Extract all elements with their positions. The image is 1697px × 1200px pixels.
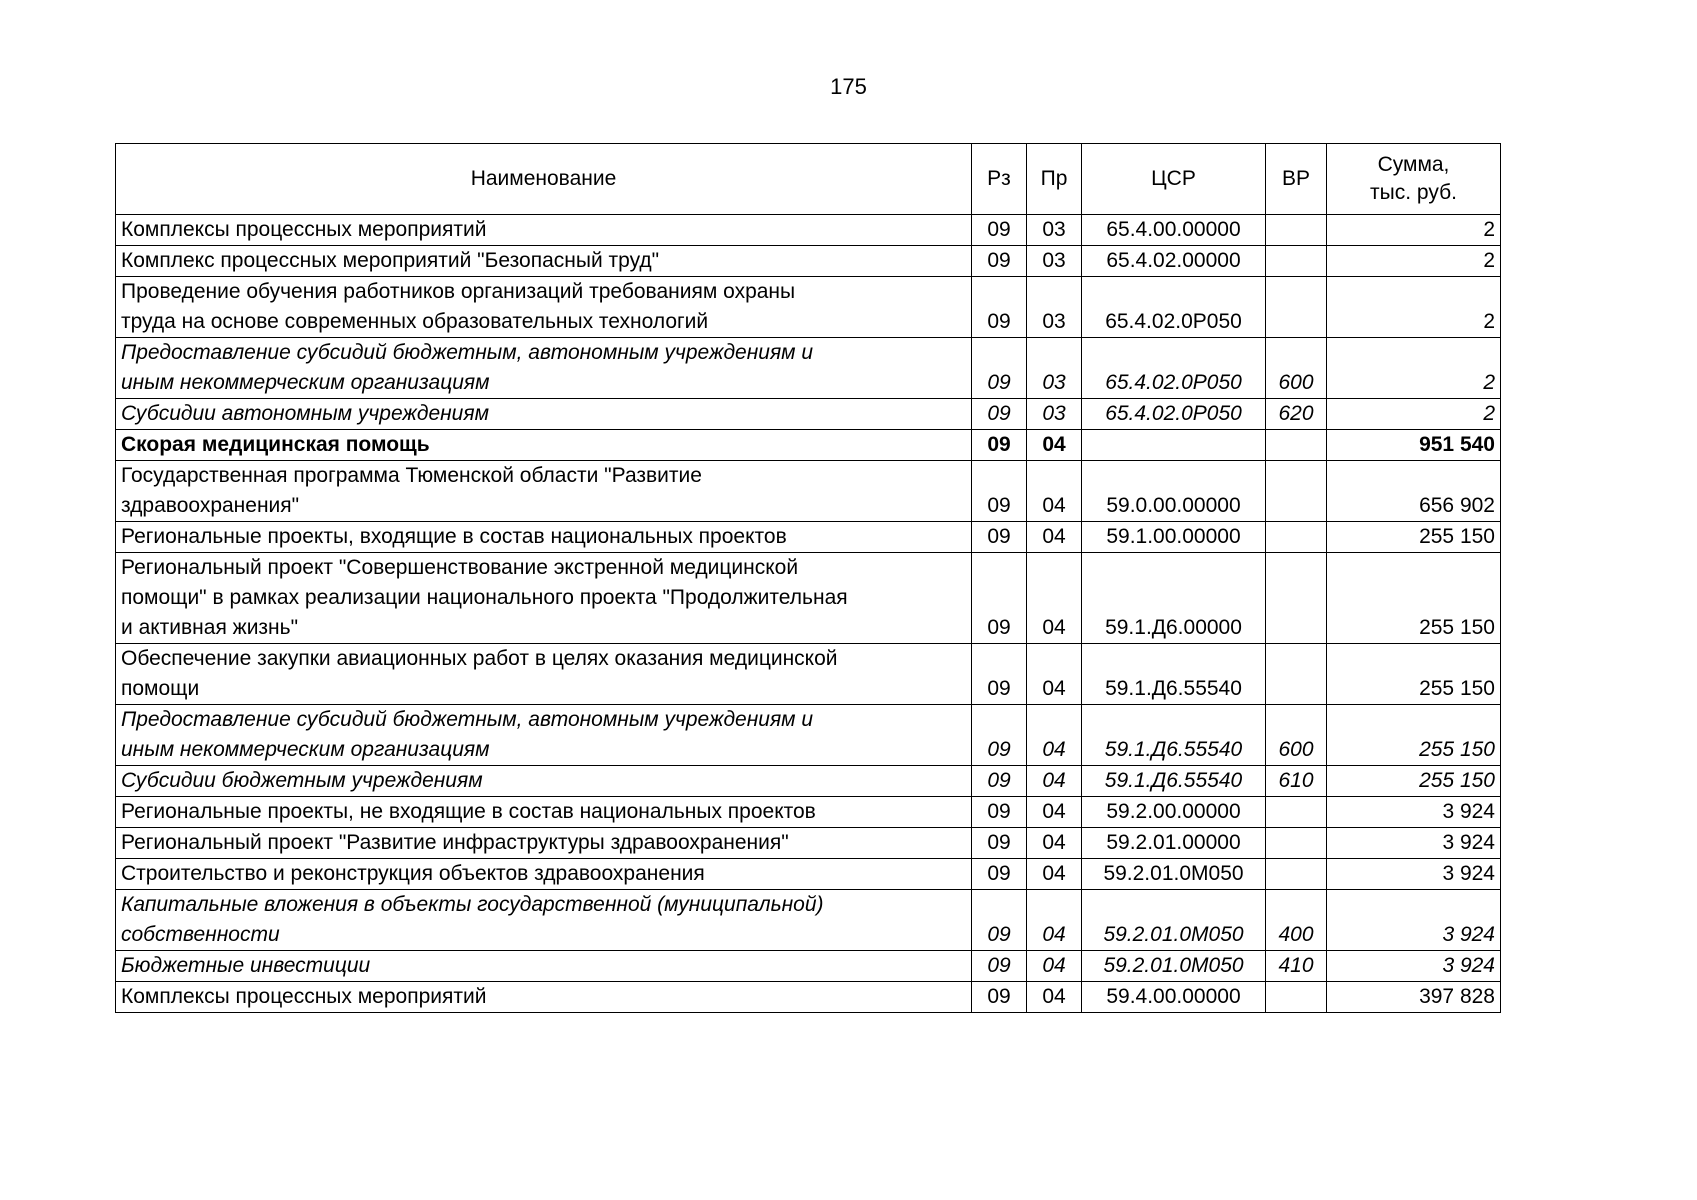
cell-pr: 04: [1027, 890, 1082, 951]
cell-pr: 04: [1027, 797, 1082, 828]
table-row: [116, 522, 1501, 553]
cell-pr: 04: [1027, 828, 1082, 859]
cell-sum: 951 540: [1327, 430, 1501, 461]
cell-rz: 09: [972, 644, 1027, 705]
cell-pr: 04: [1027, 982, 1082, 1013]
cell-name: Региональные проекты, входящие в состав национальных проектов: [116, 522, 972, 553]
cell-csr: 59.2.01.00000: [1082, 828, 1266, 859]
cell-sum: 3 924: [1327, 859, 1501, 890]
table-row: [116, 430, 1501, 461]
cell-vr: 410: [1266, 951, 1327, 982]
cell-rz: 09: [972, 890, 1027, 951]
cell-rz: 09: [972, 430, 1027, 461]
cell-name: Обеспечение закупки авиационных работ в целях оказания медицинской помощи: [116, 644, 972, 705]
cell-sum: 2: [1327, 338, 1501, 399]
cell-rz: 09: [972, 828, 1027, 859]
cell-rz: 09: [972, 338, 1027, 399]
cell-vr: 610: [1266, 766, 1327, 797]
cell-name: Региональный проект "Развитие инфраструктуры здравоохранения": [116, 828, 972, 859]
table-row: [116, 766, 1501, 797]
cell-name: Комплексы процессных мероприятий: [116, 982, 972, 1013]
cell-pr: 04: [1027, 766, 1082, 797]
cell-sum: 3 924: [1327, 797, 1501, 828]
cell-name: Комплекс процессных мероприятий "Безопасный труд": [116, 246, 972, 277]
cell-vr: [1266, 553, 1327, 644]
cell-sum: 3 924: [1327, 890, 1501, 951]
cell-name: Проведение обучения работников организаций требованиям охраны труда на основе современных образовательных технологий: [116, 277, 972, 338]
cell-pr: 04: [1027, 522, 1082, 553]
cell-rz: 09: [972, 951, 1027, 982]
header-csr: ЦСР: [1082, 144, 1266, 215]
cell-csr: 59.1.Д6.55540: [1082, 766, 1266, 797]
cell-name: Предоставление субсидий бюджетным, автономным учреждениям и иным некоммерческим организациям: [116, 338, 972, 399]
table-row: [116, 644, 1501, 705]
cell-name: Региональный проект "Совершенствование экстренной медицинской помощи" в рамках реализации национального проекта "Продолжительная и активная жизнь": [116, 553, 972, 644]
cell-name: Предоставление субсидий бюджетным, автономным учреждениям и иным некоммерческим организациям: [116, 705, 972, 766]
cell-rz: 09: [972, 553, 1027, 644]
budget-table: [115, 143, 1501, 1013]
cell-pr: 03: [1027, 215, 1082, 246]
cell-vr: [1266, 797, 1327, 828]
cell-csr: 65.4.02.0Р050: [1082, 277, 1266, 338]
cell-vr: [1266, 215, 1327, 246]
cell-name: Субсидии бюджетным учреждениям: [116, 766, 972, 797]
cell-vr: [1266, 982, 1327, 1013]
cell-pr: 04: [1027, 430, 1082, 461]
cell-vr: [1266, 461, 1327, 522]
cell-vr: [1266, 522, 1327, 553]
cell-sum: 2: [1327, 399, 1501, 430]
header-name: Наименование: [116, 144, 972, 215]
cell-pr: 03: [1027, 246, 1082, 277]
cell-sum: 3 924: [1327, 951, 1501, 982]
table-row: [116, 705, 1501, 766]
cell-csr: 65.4.02.0Р050: [1082, 399, 1266, 430]
cell-csr: 59.4.00.00000: [1082, 982, 1266, 1013]
cell-sum: 2: [1327, 246, 1501, 277]
cell-pr: 04: [1027, 461, 1082, 522]
page-number: 175: [830, 74, 867, 99]
cell-rz: 09: [972, 797, 1027, 828]
cell-csr: 59.1.Д6.00000: [1082, 553, 1266, 644]
header-pr: Пр: [1027, 144, 1082, 215]
cell-vr: 600: [1266, 338, 1327, 399]
cell-csr: 59.2.00.00000: [1082, 797, 1266, 828]
cell-name: Субсидии автономным учреждениям: [116, 399, 972, 430]
table-row: [116, 277, 1501, 338]
cell-rz: 09: [972, 522, 1027, 553]
cell-sum: 255 150: [1327, 766, 1501, 797]
cell-pr: 03: [1027, 338, 1082, 399]
cell-vr: [1266, 828, 1327, 859]
cell-csr: 59.2.01.0М050: [1082, 890, 1266, 951]
cell-pr: 04: [1027, 951, 1082, 982]
cell-csr: 59.2.01.0М050: [1082, 951, 1266, 982]
cell-pr: 04: [1027, 644, 1082, 705]
table-header-row: [116, 144, 1501, 215]
cell-name: Комплексы процессных мероприятий: [116, 215, 972, 246]
cell-sum: 255 150: [1327, 522, 1501, 553]
cell-vr: 620: [1266, 399, 1327, 430]
table-row: [116, 828, 1501, 859]
cell-sum: 255 150: [1327, 705, 1501, 766]
cell-pr: 04: [1027, 553, 1082, 644]
cell-name: Региональные проекты, не входящие в состав национальных проектов: [116, 797, 972, 828]
table-row: [116, 890, 1501, 951]
table-row: [116, 553, 1501, 644]
cell-pr: 04: [1027, 705, 1082, 766]
table-row: [116, 859, 1501, 890]
cell-rz: 09: [972, 859, 1027, 890]
cell-name: Бюджетные инвестиции: [116, 951, 972, 982]
cell-pr: 04: [1027, 859, 1082, 890]
cell-csr: 59.1.00.00000: [1082, 522, 1266, 553]
cell-rz: 09: [972, 982, 1027, 1013]
cell-rz: 09: [972, 277, 1027, 338]
cell-vr: 600: [1266, 705, 1327, 766]
table-row: [116, 215, 1501, 246]
cell-pr: 03: [1027, 399, 1082, 430]
cell-sum: 397 828: [1327, 982, 1501, 1013]
table-row: [116, 461, 1501, 522]
cell-rz: 09: [972, 399, 1027, 430]
cell-pr: 03: [1027, 277, 1082, 338]
cell-csr: 59.2.01.0М050: [1082, 859, 1266, 890]
cell-rz: 09: [972, 766, 1027, 797]
cell-csr: [1082, 430, 1266, 461]
cell-name: Строительство и реконструкция объектов здравоохранения: [116, 859, 972, 890]
cell-csr: 65.4.02.00000: [1082, 246, 1266, 277]
header-sum: Сумма, тыс. руб.: [1327, 144, 1501, 215]
cell-vr: [1266, 277, 1327, 338]
cell-rz: 09: [972, 246, 1027, 277]
cell-csr: 65.4.02.0Р050: [1082, 338, 1266, 399]
cell-rz: 09: [972, 215, 1027, 246]
header-rz: Рз: [972, 144, 1027, 215]
cell-csr: 59.1.Д6.55540: [1082, 644, 1266, 705]
table-row: [116, 982, 1501, 1013]
table-row: [116, 951, 1501, 982]
cell-sum: 3 924: [1327, 828, 1501, 859]
cell-name: Капитальные вложения в объекты государственной (муниципальной) собственности: [116, 890, 972, 951]
cell-vr: [1266, 859, 1327, 890]
table-body: [116, 215, 1501, 1013]
cell-csr: 65.4.00.00000: [1082, 215, 1266, 246]
cell-vr: [1266, 430, 1327, 461]
cell-sum: 2: [1327, 215, 1501, 246]
cell-csr: 59.1.Д6.55540: [1082, 705, 1266, 766]
table-row: [116, 797, 1501, 828]
cell-csr: 59.0.00.00000: [1082, 461, 1266, 522]
cell-vr: [1266, 246, 1327, 277]
table-row: [116, 246, 1501, 277]
cell-name: Государственная программа Тюменской области "Развитие здравоохранения": [116, 461, 972, 522]
cell-sum: 255 150: [1327, 553, 1501, 644]
cell-sum: 656 902: [1327, 461, 1501, 522]
cell-rz: 09: [972, 705, 1027, 766]
cell-sum: 255 150: [1327, 644, 1501, 705]
table-row: [116, 399, 1501, 430]
cell-rz: 09: [972, 461, 1027, 522]
cell-vr: [1266, 644, 1327, 705]
cell-name: Скорая медицинская помощь: [116, 430, 972, 461]
cell-vr: 400: [1266, 890, 1327, 951]
header-vr: ВР: [1266, 144, 1327, 215]
table-row: [116, 338, 1501, 399]
cell-sum: 2: [1327, 277, 1501, 338]
